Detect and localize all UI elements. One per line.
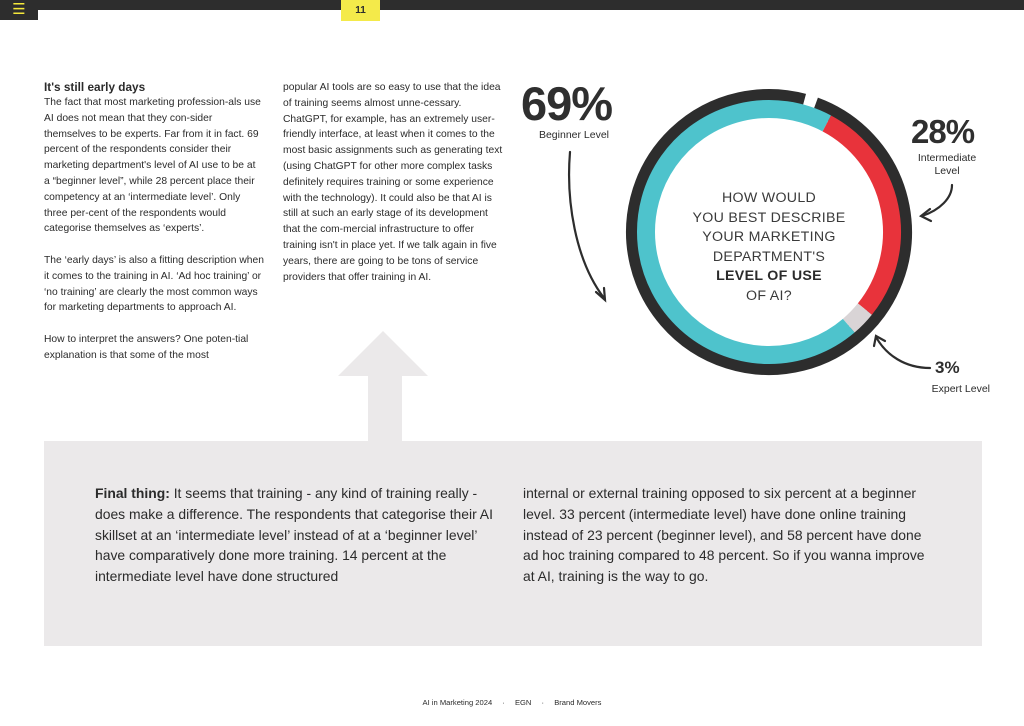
intermediate-label-line: Level (934, 165, 960, 177)
article-heading: It's still early days (44, 80, 146, 94)
menu-icon[interactable]: ☰ (0, 0, 38, 20)
callout-column-2 (523, 483, 928, 587)
intermediate-percentage: 28% (911, 113, 975, 150)
expert-label: Expert Level (931, 383, 990, 395)
page-number: 11 (341, 0, 380, 21)
question-line: YOUR MARKETING (702, 229, 836, 245)
callout-text: It seems that training - any kind of training really - does make a difference. The respondents that categorise their AI skillset at an ‘intermediate level’ instead of at a ‘beginner level’ have comparatively done more training. 14 percent at the intermediate level have done structured (95, 485, 493, 585)
beginner-arrow (569, 152, 604, 298)
question-emphasis: LEVEL OF USE (716, 268, 822, 284)
footer-separator: · (502, 698, 505, 707)
chart-question (678, 189, 860, 306)
footer (0, 698, 1024, 707)
donut-slice-expert-level (849, 309, 865, 326)
question-line: YOU BEST DESCRIBE (692, 209, 846, 226)
footer-publication: AI in Marketing 2024 (422, 698, 493, 707)
intermediate-label-line: Intermediate (917, 152, 977, 164)
article-paragraph: The fact that most marketing profession-als use AI does not mean that they con-sider themselves to be experts. Far from it in fact. 69 percent of the respondents consider their marketing department's level of AI use to be at a “beginner level”, while 28 percent place their competency at an ‘intermediate level’. Only three per-cent of the respondents would categorise themselves as ‘experts’. (44, 97, 261, 235)
question-line: HOW WOULD (721, 190, 817, 206)
question-line: OF AI? (746, 287, 792, 304)
beginner-label: Beginner Level (538, 129, 610, 141)
footer-egn: EGN (514, 698, 532, 707)
article-paragraph: The ‘early days’ is also a fitting description when it comes to the training in AI. ‘Ad hoc training’ or ‘no training’ are clearly the most common ways for marketing departments to approach AI. (44, 254, 264, 314)
footer-separator: · (541, 698, 545, 707)
intermediate-label (900, 152, 994, 178)
article-paragraph: How to interpret the answers? One poten-tial explanation is that some of the most (44, 333, 249, 361)
beginner-percentage: 69% (521, 77, 613, 130)
up-arrow-decoration (338, 331, 428, 441)
expert-percentage: 3% (935, 358, 960, 377)
question-line: DEPARTMENT'S (712, 248, 826, 265)
callout-text: internal or external training opposed to six percent at a beginner level. 33 percent (intermediate level) have done online training instead of 23 percent (beginner level), and 58 percent have done ad hoc training compared to 48 percent. So if you wanna improve at AI, training is the way to go. (523, 485, 925, 585)
footer-brand-movers: Brand Movers (554, 698, 602, 707)
callout-lead: Final thing: (95, 485, 170, 501)
callout-column-1 (95, 483, 495, 587)
article-paragraph: popular AI tools are so easy to use that the idea of training seems almost unne-cessary. ChatGPT, for example, has an extremely user-friendly interface, at least when it comes to the most basic assignments such as generating text (using ChatGPT for other more complex tasks definitely requires training or some experience with the technology). It could also be that AI is still at such an early stage of its development that the com-mercial infrastructure to offer training isn't in place yet. If we talk again in five years, there are going to be tons of service providers that offer training in AI. (283, 82, 503, 283)
